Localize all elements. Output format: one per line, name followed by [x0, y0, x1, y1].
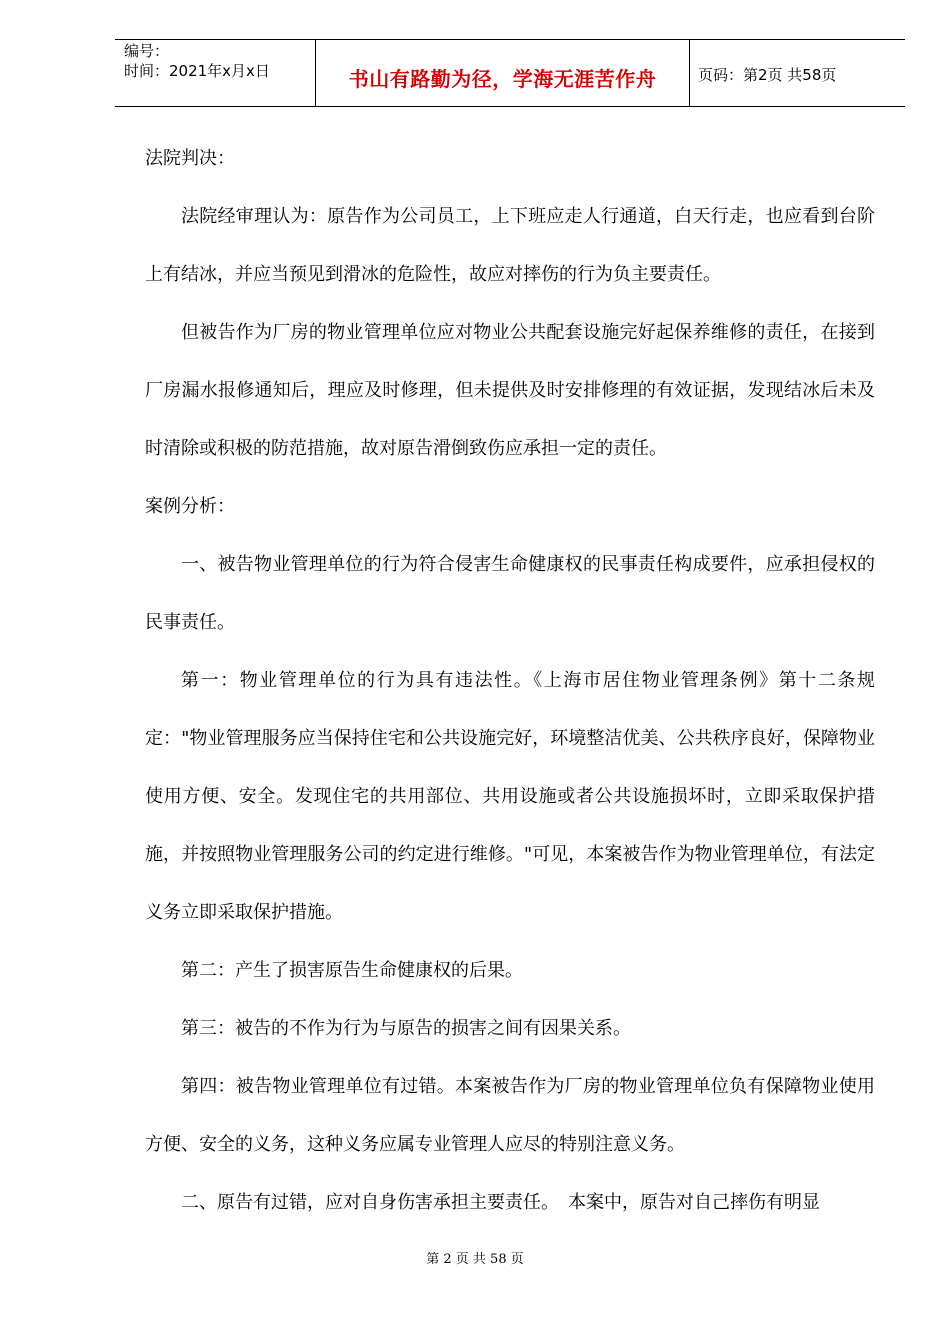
body-paragraph: 一、被告物业管理单位的行为符合侵害生命健康权的民事责任构成要件，应承担侵权的民事责任。 [145, 554, 875, 633]
body-paragraph: 但被告作为厂房的物业管理单位应对物业公共配套设施完好起保养维修的责任，在接到厂房漏水报修通知后，理应及时修理，但未提供及时安排修理的有效证据，发现结冰后未及时清除或积极的防范措施，故对原告滑倒致伤应承担一定的责任。 [145, 322, 875, 459]
document-time-label: 时间：2021年x月x日 [124, 62, 270, 80]
body-paragraph: 二、原告有过错，应对自身伤害承担主要责任。 本案中，原告对自己摔伤有明显 [181, 1192, 820, 1213]
header-meta-cell [115, 40, 316, 106]
header-motto: 书山有路勤为径，学海无涯苦作舟 [348, 67, 657, 91]
body-paragraph: 第三：被告的不作为行为与原告的损害之间有因果关系。 [181, 1018, 631, 1039]
body-paragraph: 法院经审理认为：原告作为公司员工，上下班应走人行通道，白天行走，也应看到台阶上有结冰，并应当预见到滑冰的危险性，故应对摔伤的行为负主要责任。 [145, 206, 875, 285]
body-paragraph: 第四：被告物业管理单位有过错。本案被告作为厂房的物业管理单位负有保障物业使用方便、安全的义务，这种义务应属专业管理人应尽的特别注意义务。 [145, 1076, 875, 1155]
body-paragraph: 第一：物业管理单位的行为具有违法性。《上海市居住物业管理条例》第十二条规定："物业管理服务应当保持住宅和公共设施完好，环境整洁优美、公共秩序良好，保障物业使用方便、安全。发现住宅的共用部位、共用设施或者公共设施损坏时，立即采取保护措施，并按照物业管理服务公司的约定进行维修。"可见，本案被告作为物业管理单位，有法定义务立即采取保护措施。 [145, 670, 875, 923]
section-heading-analysis: 案例分析： [145, 496, 235, 517]
header-page-info: 页码：第2页 共58页 [698, 66, 837, 84]
document-body [145, 130, 875, 1232]
document-number-label: 编号： [124, 42, 170, 60]
page-header [115, 39, 905, 107]
header-motto-cell [316, 40, 690, 106]
section-heading-judgment: 法院判决： [145, 148, 235, 169]
body-paragraph: 第二：产生了损害原告生命健康权的后果。 [181, 960, 523, 981]
page-footer: 第 2 页 共 58 页 [426, 1252, 524, 1267]
